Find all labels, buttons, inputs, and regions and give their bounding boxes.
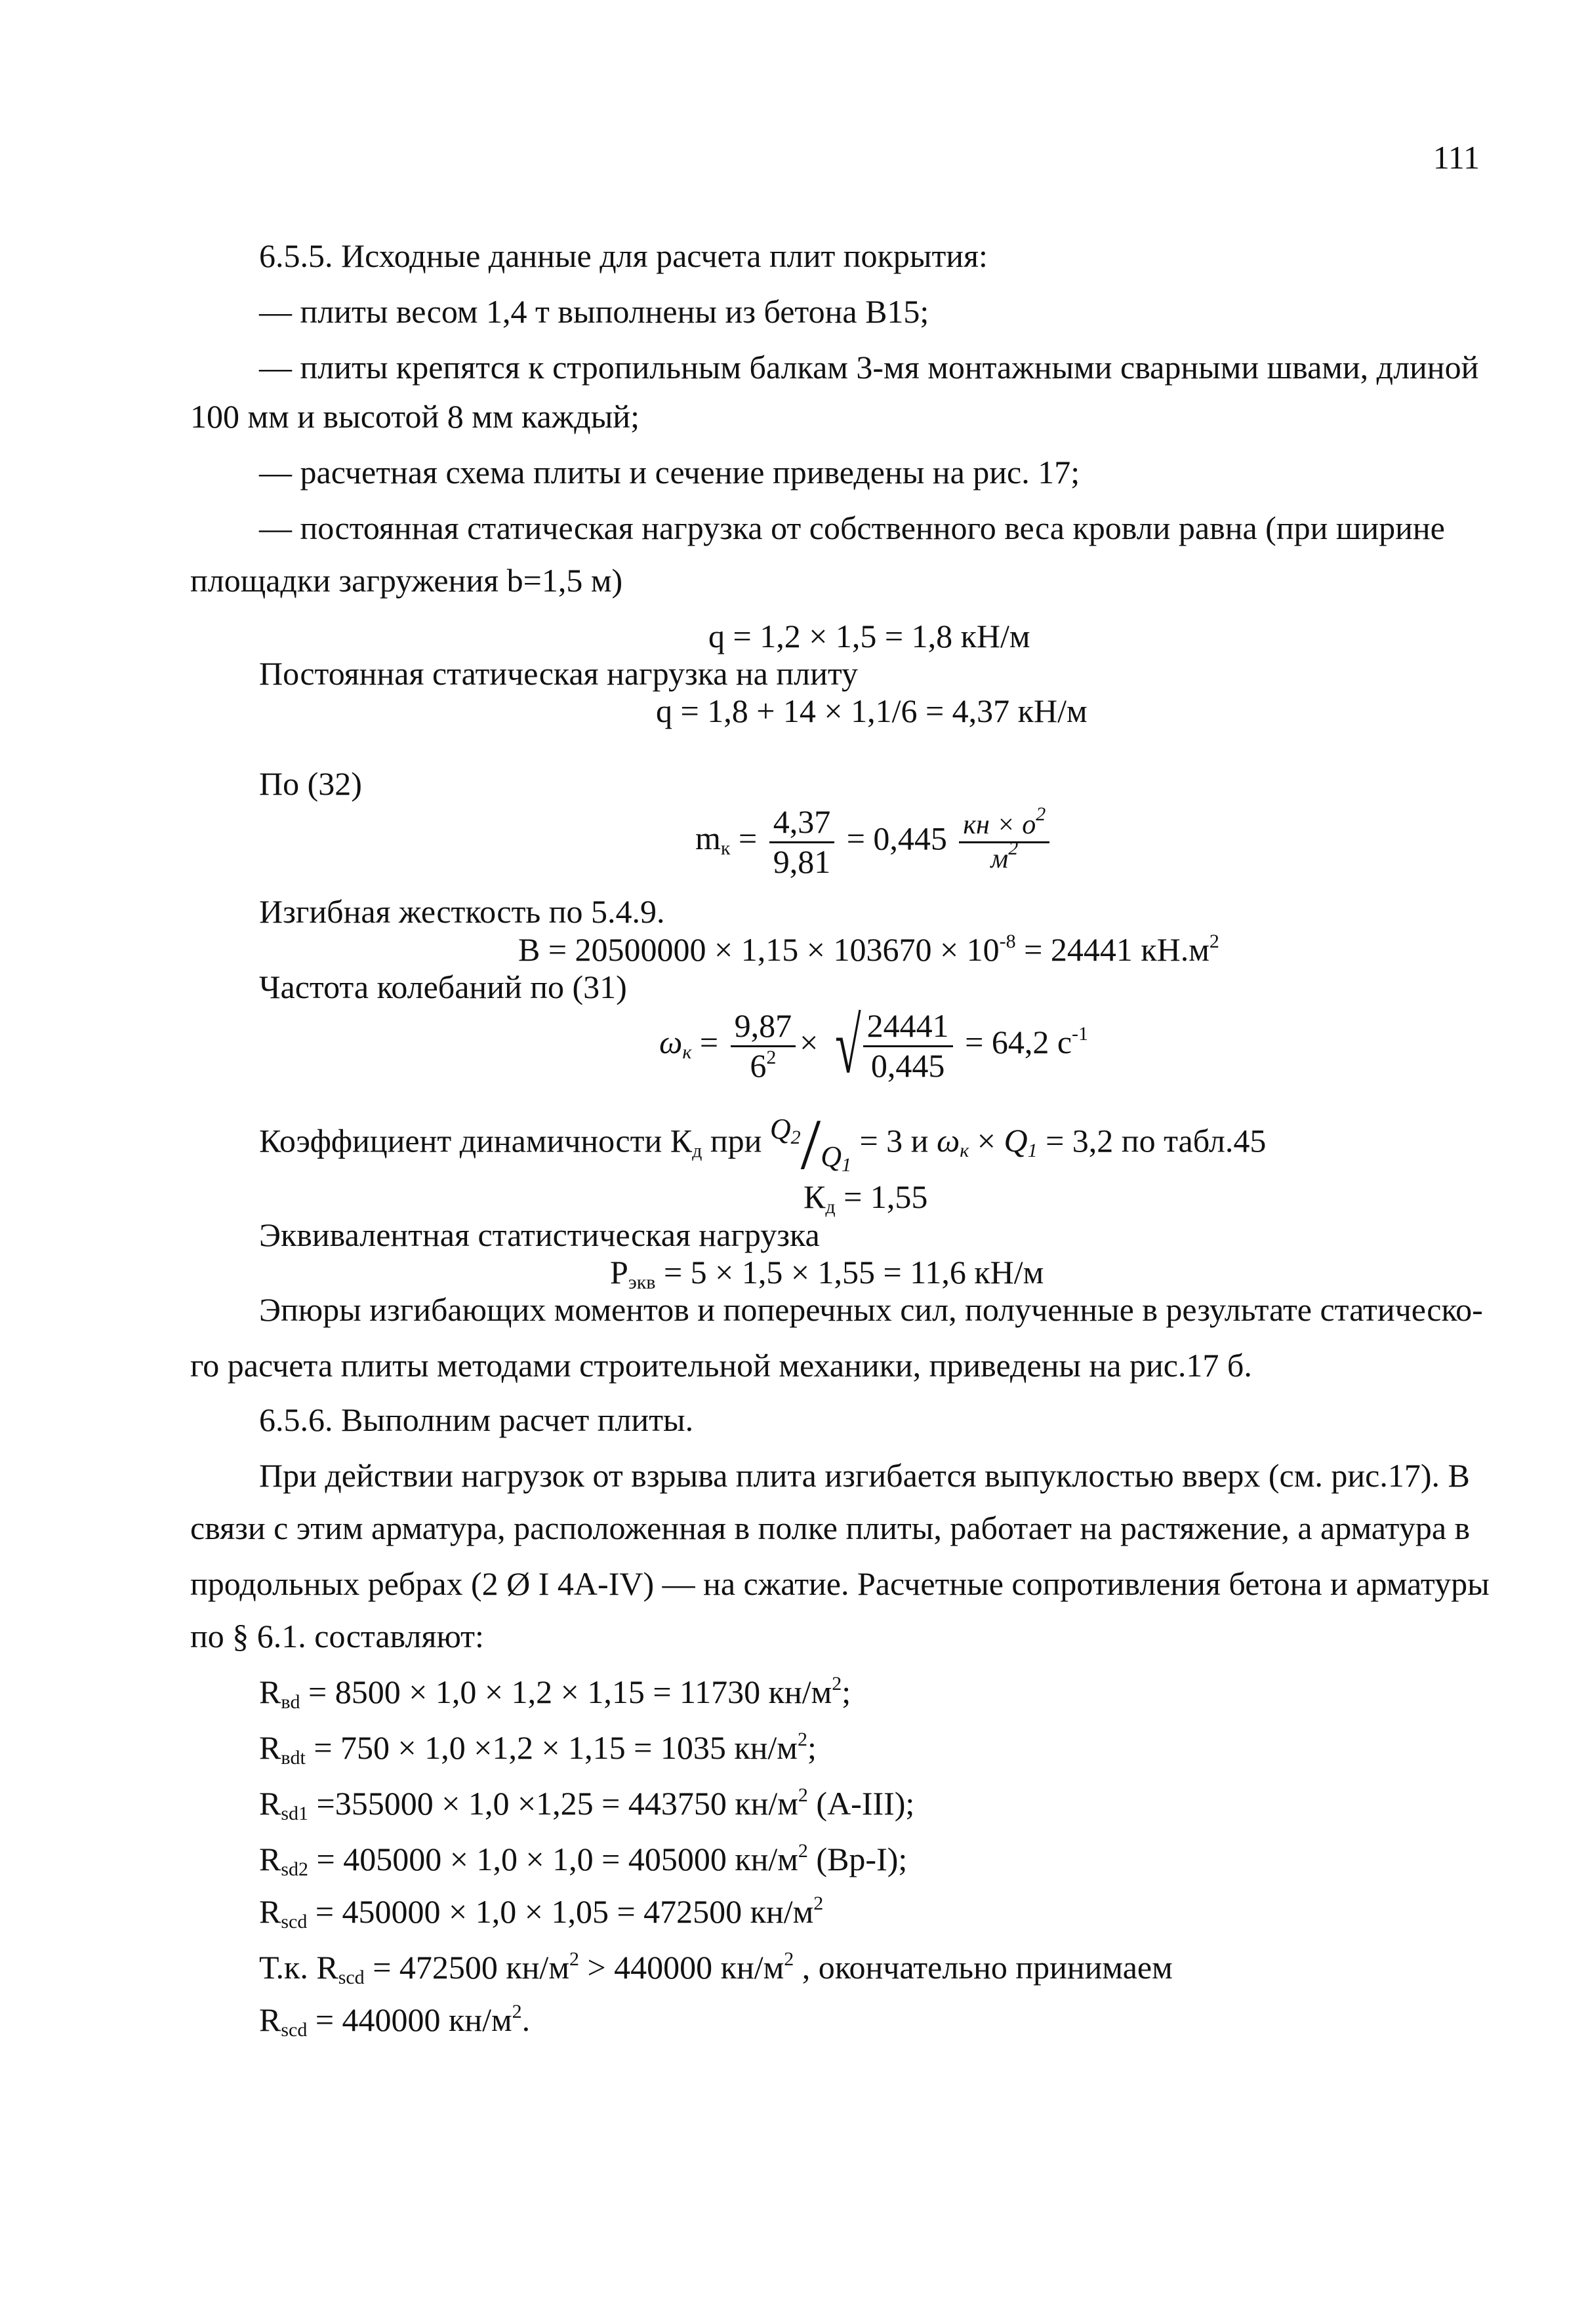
paragraph-diagrams-line2: го расчета плиты методами строительной механики, приведены на рис.17 б. <box>190 1347 1252 1384</box>
resistance-rsd2: $R_{sd2} = 405000 \times 1,0 \times 1,0 = 405000$ $кн/м^2$ (Вр-I); <box>259 1840 908 1880</box>
equation-q2: q = 1,8 + 14 × 1,1/6 = 4,37 кН/м <box>656 692 1088 729</box>
resistance-rscd: $R_{scd} = 450000 \times 1,0 \times 1,05 = 472500$ $кн/м^2$ <box>259 1893 824 1933</box>
paragraph-explosion-line3: продольных ребрах (2 Ø I 4A-IV) — на сжатие. Расчетные сопротивления бетона и арматуры <box>190 1565 1490 1602</box>
equation-stiffness: $B = 20500000 \times 1,15 \times 103670 \times 10^{-8} = 24441$ $кН.м^2$ <box>518 931 1219 968</box>
section-heading-6-5-6: 6.5.6. Выполним расчет плиты. <box>259 1401 694 1438</box>
resistance-rscd-final: $R_{scd} = 440000$ $кн/м^2$. <box>259 2001 531 2041</box>
equation-frequency: $\omega_к$ = $\frac{9,87}{6^2}$ × √ $\frac{24441}{0,445}$ = 64,2 $c^{-1}$ <box>659 1002 1089 1089</box>
resistance-rbd: $R_{вd} = 8500 \times 1,0 \times 1,2 \times 1,15 = 11730$ $кн/м^2$; <box>259 1673 851 1713</box>
equation-dynamic-coefficient: Коэффициент динамичности $К_д$ при $Q_2/Q_1 = 3$ и $\omega_к \times Q_1 = 3,2$ по табл.45 <box>259 1104 1267 1184</box>
bullet-load-line1: — постоянная статическая нагрузка от собственного веса кровли равна (при ширине <box>259 510 1445 546</box>
bullet-scheme: — расчетная схема плиты и сечение приведены на рис. 17; <box>259 454 1080 491</box>
text-equivalent-load: Эквивалентная статистическая нагрузка <box>259 1216 820 1253</box>
resistance-rsd1: $R_{sd1} =355000 \times 1,0 \times 1,25 = 443750$ $кн/м^2$ (A-III); <box>259 1784 915 1824</box>
paragraph-explosion-line2: связи с этим арматура, расположенная в полке плиты, работает на растяжение, а арматура в <box>190 1510 1471 1546</box>
mass-unit-fraction: $\frac{кн \times о^2}{м^2}$ <box>959 809 1049 875</box>
mass-lhs: $m_к$ <box>695 820 731 860</box>
equation-p-equivalent: $P_{экв} = 5 \times 1,5 \times 1,55 = 11,6$ кН/м <box>610 1254 1044 1293</box>
section-heading-6-5-5: 6.5.5. Исходные данные для расчета плит покрытия: <box>259 237 988 274</box>
equation-kd: $К_д = 1,55$ <box>803 1178 928 1218</box>
text-slab-load: Постоянная статическая нагрузка на плиту <box>259 655 859 692</box>
resistance-comparison: Т.к. $R_{scd} = 472500$ $кн/м^2 > 440000$ $кн/м^2$ , окончательно принимаем <box>259 1948 1173 1988</box>
bullet-fastening-line2: 100 мм и высотой 8 мм каждый; <box>190 398 640 435</box>
mass-fraction: $\frac{4,37}{9,81}$ <box>769 803 835 881</box>
bullet-load-line2: площадки загружения b=1,5 м) <box>190 562 623 599</box>
freq-fraction: $\frac{9,87}{6^2}$ <box>731 1007 796 1085</box>
page-number: 111 <box>1433 139 1480 176</box>
bullet-slab-weight: — плиты весом 1,4 т выполнены из бетона В15; <box>259 293 929 330</box>
paragraph-explosion-line1: При действии нагрузок от взрыва плита изгибается выпуклостью вверх (см. рис.17). В <box>259 1457 1470 1494</box>
bullet-fastening-line1: — плиты крепятся к стропильным балкам 3-мя монтажными сварными швами, длиной <box>259 349 1479 386</box>
text-frequency: Частота колебаний по (31) <box>259 969 627 1005</box>
equation-q1: q = 1,2 × 1,5 = 1,8 кН/м <box>708 618 1030 654</box>
paragraph-explosion-line4: по § 6.1. составляют: <box>190 1618 484 1654</box>
sqrt-symbol: √ $\frac{24441}{0,445}$ <box>826 1007 957 1085</box>
paragraph-diagrams-line1: Эпюры изгибающих моментов и поперечных сил, полученные в результате статическо- <box>259 1291 1483 1328</box>
equation-mass: $m_к$ = $\frac{4,37}{9,81}$ = 0,445 $\frac{кн \times о^2}{м^2}$ <box>695 803 1053 881</box>
text-ref-32: По (32) <box>259 765 362 802</box>
resistance-rbdt: $R_{вdt} = 750 \times 1,0 \times 1,2 \times 1,15 = 1035$ $кн/м^2$; <box>259 1729 817 1769</box>
text-stiffness: Изгибная жесткость по 5.4.9. <box>259 893 665 930</box>
